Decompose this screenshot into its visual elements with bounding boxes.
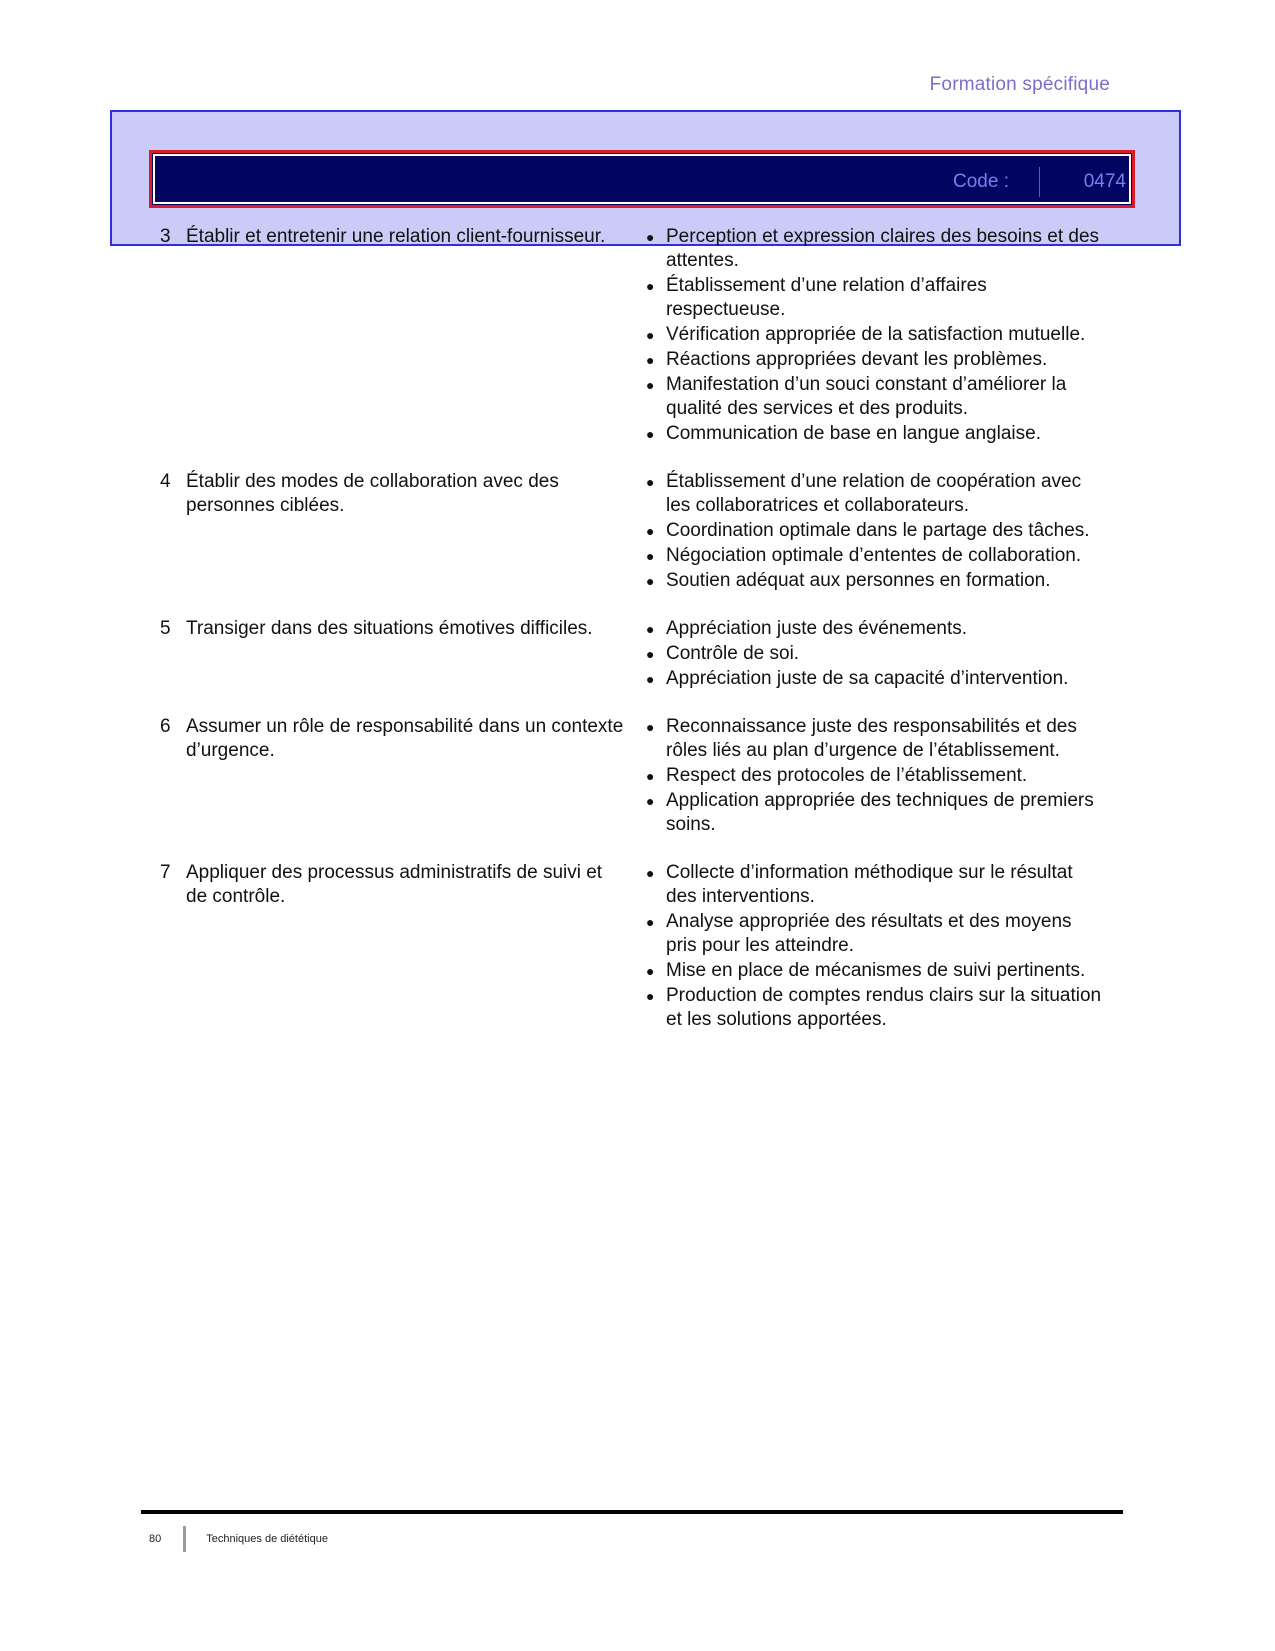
element-of-competency [160, 225, 646, 447]
bullet-icon: ● [646, 548, 655, 564]
performance-criteria-list [646, 715, 1106, 838]
bullet-icon: ● [646, 719, 655, 735]
element-number: 6 [160, 716, 171, 737]
element-number: 4 [160, 471, 171, 492]
element-text: Établir des modes de collaboration avec des personnes ciblées. [186, 471, 559, 516]
page-footer [149, 1526, 328, 1552]
page-number: 80 [149, 1533, 162, 1545]
criterion-text: Établissement d’une relation d’affaires respectueuse. [666, 275, 987, 320]
criterion-item [646, 715, 1106, 763]
element-of-competency [160, 470, 646, 594]
criterion-item [646, 519, 1106, 543]
bullet-icon: ● [646, 278, 655, 294]
element-text: Appliquer des processus administratifs de suivi et de contrôle. [186, 862, 603, 907]
criterion-text: Coordination optimale dans le partage des tâches. [666, 520, 1090, 541]
criterion-text: Analyse appropriée des résultats et des moyens pris pour les atteindre. [666, 911, 1072, 956]
criterion-item [646, 667, 1106, 691]
criterion-item [646, 348, 1106, 372]
criterion-item [646, 274, 1106, 322]
criterion-item [646, 470, 1106, 518]
competency-row [160, 470, 1120, 594]
performance-criteria-list [646, 617, 1106, 692]
criterion-text: Soutien adéquat aux personnes en formation. [666, 570, 1051, 591]
element-text: Assumer un rôle de responsabilité dans un contexte d’urgence. [186, 716, 624, 761]
criterion-text: Établissement d’une relation de coopération avec les collaboratrices et collaborateurs. [666, 471, 1082, 516]
bullet-icon: ● [646, 327, 655, 343]
bullet-icon: ● [646, 963, 655, 979]
criterion-item [646, 617, 1106, 641]
code-banner [149, 150, 1135, 208]
criterion-text: Perception et expression claires des besoins et des attentes. [666, 226, 1100, 271]
competency-row [160, 715, 1120, 838]
bullet-icon: ● [646, 621, 655, 637]
criterion-item [646, 910, 1106, 958]
bullet-icon: ● [646, 523, 655, 539]
competency-row [160, 225, 1120, 447]
bullet-icon: ● [646, 793, 655, 809]
bullet-icon: ● [646, 377, 655, 393]
competency-row [160, 617, 1120, 692]
element-text: Établir et entretenir une relation client-fournisseur. [186, 226, 606, 247]
bullet-icon: ● [646, 865, 655, 881]
criterion-text: Communication de base en langue anglaise. [666, 423, 1041, 444]
bullet-icon: ● [646, 426, 655, 442]
criterion-item [646, 323, 1106, 347]
criterion-item [646, 789, 1106, 837]
criterion-text: Respect des protocoles de l’établissement. [666, 765, 1028, 786]
performance-criteria-list [646, 861, 1106, 1033]
criterion-text: Mise en place de mécanismes de suivi pertinents. [666, 960, 1086, 981]
criterion-text: Négociation optimale d’ententes de collaboration. [666, 545, 1082, 566]
bullet-icon: ● [646, 229, 655, 245]
element-of-competency [160, 861, 646, 1033]
code-divider [1039, 167, 1040, 197]
criterion-text: Appréciation juste des événements. [666, 618, 968, 639]
criterion-item [646, 422, 1106, 446]
criterion-text: Reconnaissance juste des responsabilités et des rôles liés au plan d’urgence de l’établissement. [666, 716, 1077, 761]
criterion-item [646, 373, 1106, 421]
footer-rule [141, 1510, 1123, 1514]
criterion-text: Collecte d’information méthodique sur le résultat des interventions. [666, 862, 1073, 907]
bullet-icon: ● [646, 573, 655, 589]
competency-row [160, 861, 1120, 1033]
bullet-icon: ● [646, 768, 655, 784]
criterion-text: Production de comptes rendus clairs sur la situation et les solutions apportées. [666, 985, 1102, 1030]
criterion-item [646, 569, 1106, 593]
bullet-icon: ● [646, 646, 655, 662]
criterion-item [646, 984, 1106, 1032]
criterion-item [646, 225, 1106, 273]
bullet-icon: ● [646, 914, 655, 930]
performance-criteria-list [646, 225, 1106, 447]
criterion-item [646, 861, 1106, 909]
code-label: Code : [953, 171, 1009, 192]
criterion-text: Manifestation d’un souci constant d’améliorer la qualité des services et des produits. [666, 374, 1067, 419]
bullet-icon: ● [646, 474, 655, 490]
element-number: 5 [160, 618, 171, 639]
program-title: Techniques de diététique [206, 1533, 328, 1545]
competency-table [160, 225, 1120, 1056]
performance-criteria-list [646, 470, 1106, 594]
running-header-title: Formation spécifique [929, 74, 1110, 95]
element-number: 3 [160, 226, 171, 247]
bullet-icon: ● [646, 352, 655, 368]
bullet-icon: ● [646, 671, 655, 687]
criterion-item [646, 959, 1106, 983]
criterion-item [646, 764, 1106, 788]
criterion-item [646, 642, 1106, 666]
criterion-text: Application appropriée des techniques de premiers soins. [666, 790, 1094, 835]
criterion-text: Appréciation juste de sa capacité d’intervention. [666, 668, 1069, 689]
element-of-competency [160, 715, 646, 838]
criterion-text: Réactions appropriées devant les problèmes. [666, 349, 1048, 370]
element-of-competency [160, 617, 646, 692]
criterion-text: Vérification appropriée de la satisfaction mutuelle. [666, 324, 1086, 345]
bullet-icon: ● [646, 988, 655, 1004]
footer-separator [183, 1526, 186, 1552]
criterion-item [646, 544, 1106, 568]
code-value: 0474 [1083, 171, 1126, 192]
criterion-text: Contrôle de soi. [666, 643, 800, 664]
element-text: Transiger dans des situations émotives difficiles. [186, 618, 593, 639]
element-number: 7 [160, 862, 171, 883]
